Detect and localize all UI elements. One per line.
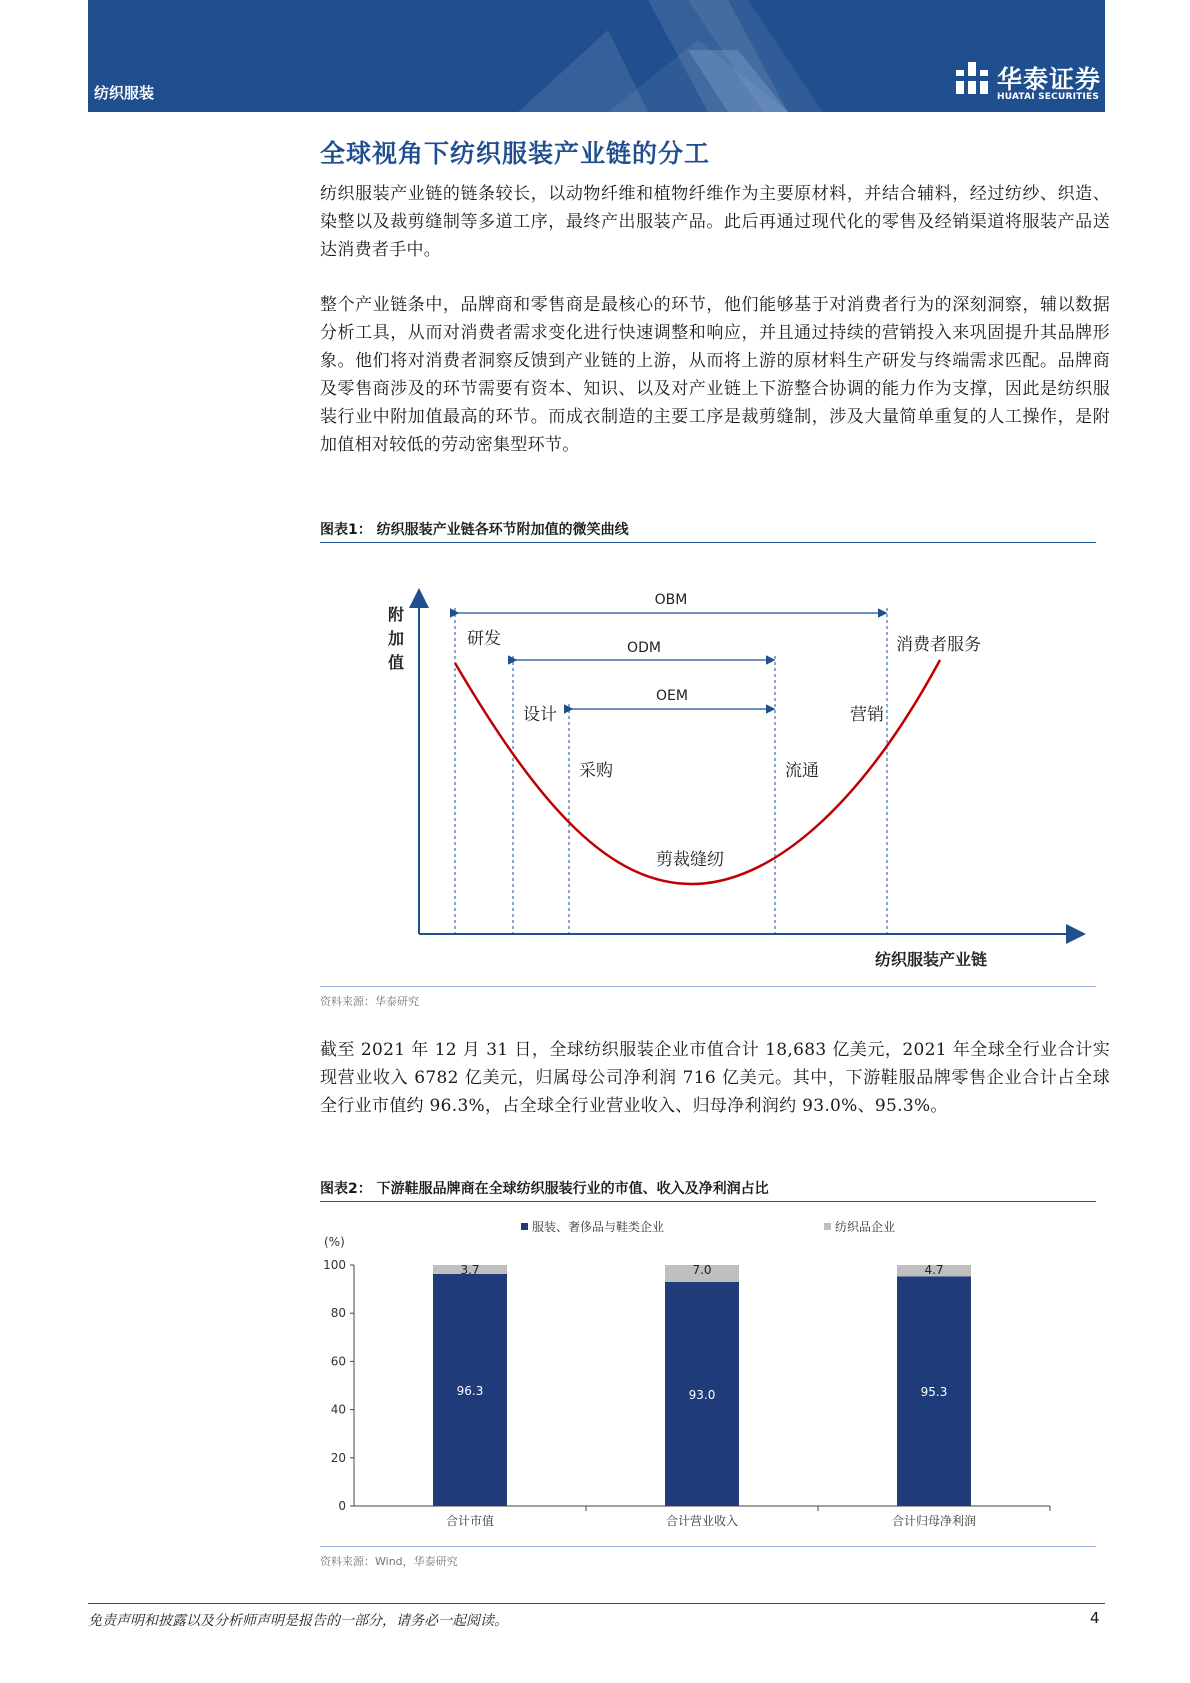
brand-name-cn: 华泰证券 bbox=[997, 65, 1102, 94]
brand-name-en: HUATAI SECURITIES bbox=[997, 92, 1100, 102]
y-tick-label: 60 bbox=[330, 1354, 346, 1369]
data-label: 93.0 bbox=[688, 1387, 716, 1402]
data-label: 7.0 bbox=[692, 1263, 712, 1277]
stage-consumer-service: 消费者服务 bbox=[896, 635, 981, 655]
legend-swatch-apparel bbox=[521, 1223, 528, 1230]
figure2-top-rule bbox=[320, 1201, 1096, 1202]
legend-label-textile: 纺织品企业 bbox=[835, 1220, 896, 1234]
figure1-source: 资料来源：华泰研究 bbox=[320, 995, 419, 1008]
stage-research: 研发 bbox=[467, 629, 501, 649]
category-label: 合计归母净利润 bbox=[891, 1514, 977, 1528]
span-label-obm: OBM bbox=[654, 592, 688, 608]
report-header bbox=[88, 0, 1105, 112]
y-tick-label: 80 bbox=[330, 1306, 346, 1321]
section-tag: 纺织服装 bbox=[94, 84, 155, 102]
page-title: 全球视角下纺织服装产业链的分工 bbox=[320, 139, 711, 168]
paragraph-3: 截至 2021 年 12 月 31 日，全球纺织服装企业市值合计 18,683 亿美元，2021 年全球全行业合计实现营业收入 6782 亿美元，归属母公司净利润 716 亿美元。其中，下游鞋服品牌零售企业合计占全球全行业市值约 96.3%，占全球全行业营业收入、归母净利润约 93.0%、95.3%。 bbox=[320, 1040, 1110, 1116]
y-axis-label-2: 加 bbox=[388, 629, 405, 648]
data-label: 95.3 bbox=[920, 1385, 948, 1400]
figure1-bottom-rule bbox=[320, 986, 1096, 987]
stage-cut-sew: 剪裁缝纫 bbox=[656, 850, 724, 870]
figure2-title: 图表2： 下游鞋服品牌商在全球纺织服装行业的市值、收入及净利润占比 bbox=[320, 1181, 769, 1197]
figure1-title: 图表1： 纺织服装产业链各环节附加值的微笑曲线 bbox=[320, 522, 629, 538]
page-number: 4 bbox=[1090, 1609, 1100, 1627]
x-axis-label: 纺织服装产业链 bbox=[875, 950, 988, 969]
paragraph-1: 纺织服装产业链的链条较长，以动物纤维和植物纤维作为主要原材料，并结合辅料，经过纺纱、织造、染整以及裁剪缝制等多道工序，最终产出服装产品。此后再通过现代化的零售及经销渠道将服装产品送达消费者手中。 bbox=[320, 184, 1110, 260]
category-label: 合计市值 bbox=[445, 1514, 495, 1528]
span-label-odm: ODM bbox=[627, 640, 661, 656]
y-tick-label: 40 bbox=[330, 1402, 346, 1417]
stage-distribution: 流通 bbox=[785, 761, 819, 781]
chart-legend bbox=[521, 1219, 895, 1234]
y-axis-label-3: 值 bbox=[388, 653, 405, 672]
paragraph-2: 整个产业链条中，品牌商和零售商是最核心的环节，他们能够基于对消费者行为的深刻洞察，辅以数据分析工具，从而对消费者需求变化进行快速调整和响应，并且通过持续的营销投入来巩固提升其品牌形象。他们将对消费者洞察反馈到产业链的上游，从而将上游的原材料生产研发与终端需求匹配。品牌商及零售商涉及的环节需要有资本、知识、以及对产业链上下游整合协调的能力作为支撑，因此是纺织服装行业中附加值最高的环节。而成衣制造的主要工序是裁剪缝制，涉及大量简单重复的人工操作，是附加值相对较低的劳动密集型环节。 bbox=[320, 295, 1110, 455]
y-tick-label: 0 bbox=[338, 1499, 346, 1513]
stage-design: 设计 bbox=[523, 705, 557, 725]
figure2-bottom-rule bbox=[320, 1546, 1096, 1547]
legend-label-apparel: 服装、奢侈品与鞋类企业 bbox=[532, 1220, 665, 1234]
category-label: 合计营业收入 bbox=[665, 1514, 739, 1528]
stacked-bar-chart bbox=[320, 1204, 1096, 1544]
y-tick-label: 20 bbox=[330, 1450, 346, 1465]
huatai-logo-icon bbox=[954, 60, 990, 96]
legend-swatch-textile bbox=[824, 1223, 831, 1230]
figure1-top-rule bbox=[320, 542, 1096, 543]
y-unit-label: (%) bbox=[324, 1235, 345, 1249]
figure2-source: 资料来源：Wind，华泰研究 bbox=[320, 1555, 458, 1568]
data-label: 3.7 bbox=[460, 1263, 480, 1277]
span-label-oem: OEM bbox=[656, 688, 688, 704]
data-label: 4.7 bbox=[924, 1263, 944, 1277]
y-tick-label: 100 bbox=[323, 1258, 346, 1272]
footer-disclaimer: 免责声明和披露以及分析师声明是报告的一部分，请务必一起阅读。 bbox=[88, 1613, 508, 1629]
header-decoration bbox=[88, 0, 1105, 112]
smile-curve-figure bbox=[320, 548, 1096, 988]
footer-rule bbox=[88, 1603, 1105, 1604]
stage-procurement: 采购 bbox=[579, 761, 613, 781]
stage-marketing: 营销 bbox=[850, 705, 884, 725]
y-axis-label-1: 附 bbox=[388, 605, 405, 624]
data-label: 96.3 bbox=[456, 1383, 484, 1398]
